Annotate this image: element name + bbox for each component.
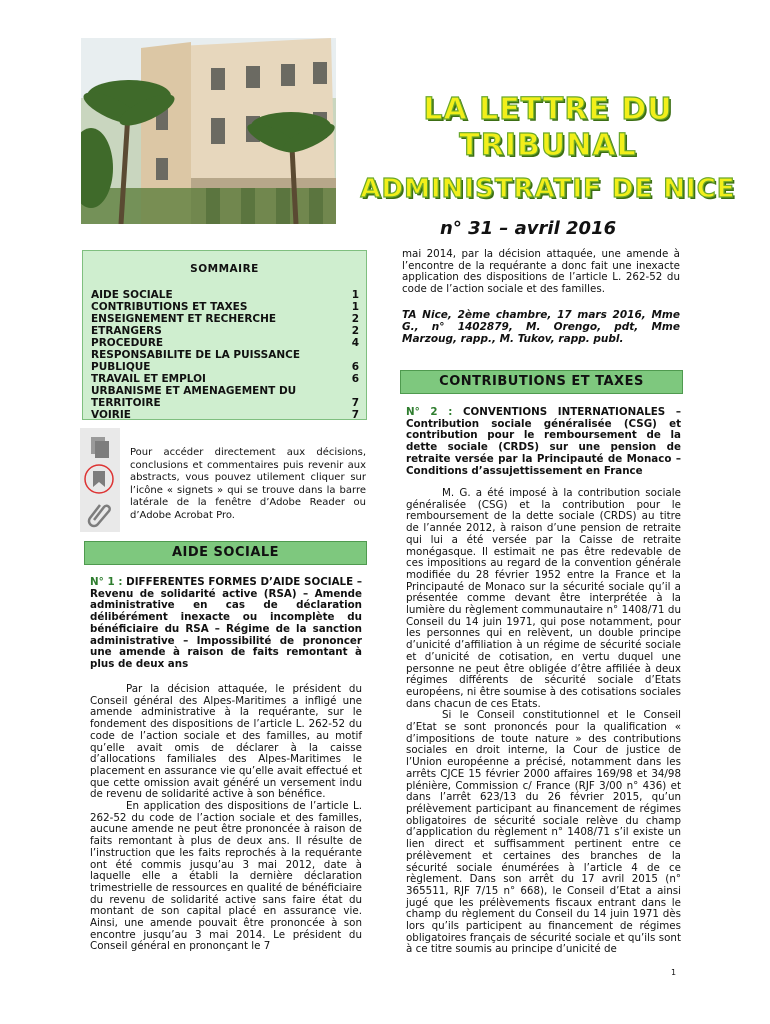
summary-row[interactable] [91,409,359,421]
summary-row[interactable] [91,349,359,361]
article-2-heading [406,407,681,477]
summary-item-page: 4 [351,337,359,349]
summary-item-page: 2 [351,313,359,325]
masthead-line-1: LA LETTRE DU TRIBUNAL [423,92,673,163]
article-1-reference [402,309,680,345]
article-1-number: N° 1 : [90,576,123,588]
reader-sidebar-icons [80,428,120,532]
summary-item-page: 6 [351,373,359,385]
summary-item-label: AIDE SOCIALE [91,289,173,301]
summary-row[interactable] [91,397,359,409]
summary-item-label: TERRITOIRE [91,397,161,409]
article-1-paragraph-1: Par la décision attaquée, le président du Conseil général des Alpes-Maritimes a infligé une amende administrative à la requérante, sur le fondement des dispositions de l’article L. 262-52 du code de l’action sociale et des familles, au motif qu’elle avait omis de déclarer à la caisse d’allocations familiales des Alpes-Maritimes le placement en assurance vie qu’elle avait effectué et que cette omission avait généré un versement indu de revenu de solidarité active à son bénéfice. [90,683,362,801]
summary-box [82,250,367,420]
bookmarks-icon [84,464,114,494]
summary-item-label: URBANISME ET AMENAGEMENT DU [91,385,297,397]
masthead-line-2: ADMINISTRATIF DE NICE [360,174,736,204]
summary-row[interactable] [91,325,359,337]
summary-row[interactable] [91,337,359,349]
article-2-paragraph-1: M. G. a été imposé à la contribution sociale généralisée (CSG) et la contribution pour le remboursement de la dette sociale (CRDS) au titre de l’année 2012, à raison d’une pension de retraite qui lui a été versée par la Caisse de retraite monégasque. Il estimait ne pas être redevable de ces impositions au regard de la convention générale modifiée du 28 février 1952 entre la France et la Principauté de Monaco sur la sécurité sociale qu’il a présentée comme devant être interprétée à la lumière du règlement communautaire n° 1408/71 du Conseil du 14 juin 1971, qui pose notamment, pour les personnes qui en relèvent, un double principe d’unicité d’affiliation à un régime de sécurité sociale et d’unicité de cotisation, en vertu duquel une personne ne peut être obligée d’être affiliée à deux régimes différents de sécurité sociale d’Etats européens, ni être soumise à des cotisations sociales dans chacun de ces Etats. [406,487,681,710]
article-1-continuation: mai 2014, par la décision attaquée, une amende à l’encontre de la requérante a donc fait une inexacte application des dispositions de l’article L. 262-52 du code de l’action sociale et des familles. [402,248,680,296]
issue-number: n° 31 – avril 2016 [440,218,617,239]
building-photo [81,38,336,224]
summary-row[interactable] [91,373,359,385]
article-1-heading-text: DIFFERENTES FORMES D’AIDE SOCIALE – Revenu de solidarité active (RSA) – Amende administrative en cas de déclaration délibérément inexacte ou incomplète du bénéficiaire du RSA – Régime de la sanction administrative – Impossibilité de prononcer une amende à raison de faits remontant à plus de deux ans [90,576,362,670]
article-1-body [90,684,362,953]
summary-item-page [339,349,359,361]
pages-icon [84,432,114,462]
article-2-body [406,488,681,956]
summary-item-page: 7 [351,409,359,421]
masthead-title [348,92,748,206]
section-header-aide-sociale: AIDE SOCIALE [84,541,367,565]
summary-item-label: RESPONSABILITE DE LA PUISSANCE [91,349,301,361]
article-1-reference-text: TA Nice, 2ème chambre, 17 mars 2016, Mme G., n° 1402879, M. Orengo, pdt, Mme Marzoug, rapp., M. Tukov, rapp. publ. [402,309,680,345]
article-2-number: N° 2 : [406,406,453,418]
article-2-paragraph-2: Si le Conseil constitutionnel et le Conseil d’Etat se sont prononcés pour la qualification « d’impositions de toute nature » des contributions sociales en droit interne, la Cour de justice de l’Union européenne a précisé, notamment dans les arrêts CJCE 15 février 2000 affaires 169/98 et 34/98 plénière, Commission c/ France (RJF 3/00 n° 436) et dans l’arrêt 623/13 du 26 février 2015, qu’un prélèvement participant au financement de régimes obligatoires de sécurité sociale relève du champ d’application du règlement n° 1408/71 s’il existe un lien direct et suffisamment pertinent entre ce prélèvement et certaines des branches de la sécurité sociale énumérées à l’article 4 de ce règlement. Dans son arrêt du 17 avril 2015 (n° 365511, RJF 7/15 n° 668), le Conseil d’Etat a ainsi jugé que les prélèvements fiscaux entrant dans le champ du règlement du Conseil du 14 juin 1971 dès lors qu’ils participent au financement de régimes obligatoires français de sécurité sociale et qu’ils sont à ce titre soumis au principe d’unicité de [406,709,681,956]
article-1-paragraph-2: En application des dispositions de l’article L. 262-52 du code de l’action sociale et des familles, aucune amende ne peut être prononcée à raison de faits remontant à plus de deux ans. Il résulte de l’instruction que les faits reprochés à la requérante ont été commis jusqu’au 3 mai 2012, date à laquelle elle a établi la dernière déclaration trimestrielle de ressources en qualité de bénéficiaire du revenu de solidarité active sans faire état du montant de son capital placé en assurance vie. Ainsi, une amende pouvait être prononcée à son encontre jusqu’au 3 mai 2014. Le président du Conseil général en prononçant le 7 [90,800,362,953]
summary-item-label: ETRANGERS [91,325,162,337]
summary-item-page: 7 [351,397,359,409]
attachments-icon [84,498,114,528]
summary-row[interactable] [91,289,359,301]
article-2-heading-text: CONVENTIONS INTERNATIONALES – Contribution sociale généralisée (CSG) et contribution pour le remboursement de la dette sociale (CRDS) sur une pension de retraite versée par la Principauté de Monaco – Conditions d’assujettissement en France [406,406,682,477]
summary-item-page: 6 [351,361,359,373]
summary-item-label: PROCEDURE [91,337,164,349]
summary-table [91,289,359,421]
summary-item-label: TRAVAIL ET EMPLOI [91,373,206,385]
summary-item-page [339,385,359,397]
summary-item-page: 1 [351,301,359,313]
summary-row[interactable] [91,385,359,397]
section-header-contributions: CONTRIBUTIONS ET TAXES [400,370,683,394]
summary-item-label: VOIRIE [91,409,131,421]
summary-row[interactable] [91,301,359,313]
summary-row[interactable] [91,361,359,373]
article-1-heading [90,577,362,671]
bookmarks-note: Pour accéder directement aux décisions, conclusions et commentaires puis revenir aux abstracts, vous pouvez utilement cliquer sur l’icône « signets » qui se trouve dans la barre latérale de la fenêtre d’Adobe Reader ou d’Adobe Acrobat Pro. [130,447,366,521]
page-number: 1 [671,968,677,977]
summary-row[interactable] [91,313,359,325]
summary-item-page: 1 [351,289,359,301]
summary-item-label: ENSEIGNEMENT ET RECHERCHE [91,313,277,325]
summary-title: SOMMAIRE [190,263,259,275]
summary-item-label: CONTRIBUTIONS ET TAXES [91,301,248,313]
summary-item-page: 2 [351,325,359,337]
summary-item-label: PUBLIQUE [91,361,151,373]
